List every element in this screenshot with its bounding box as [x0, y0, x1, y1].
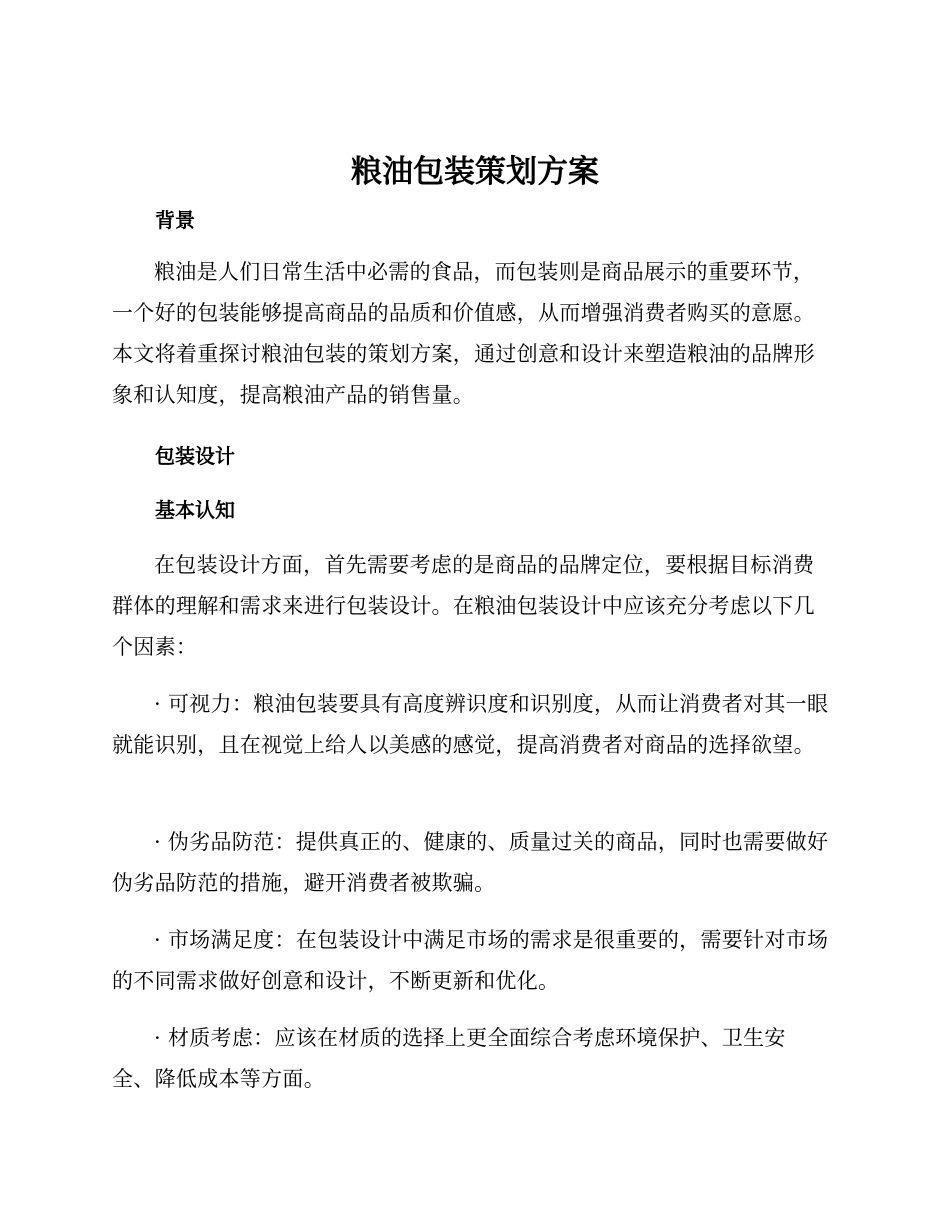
bullet-market-satisfaction: · 市场满足度：在包装设计中满足市场的需求是很重要的，需要针对市场的不同需求做好创意和设计，不断更新和优化。 — [112, 928, 829, 993]
bullet-counterfeit-prevention: · 伪劣品防范：提供真正的、健康的、质量过关的商品，同时也需要做好伪劣品防范的措施，避开消费者被欺骗。 — [112, 830, 829, 895]
document-title: 粮油包装策划方案 — [351, 154, 599, 190]
paragraph-basic-cognition: 在包装设计方面，首先需要考虑的是商品的品牌定位，要根据目标消费群体的理解和需求来进行包装设计。在粮油包装设计中应该充分考虑以下几个因素： — [112, 553, 815, 659]
bullet-material: · 材质考虑：应该在材质的选择上更全面综合考虑环境保护、卫生安全、降低成本等方面。 — [112, 1026, 786, 1091]
heading-package-design: 包装设计 — [155, 444, 235, 468]
paragraph-background: 粮油是人们日常生活中必需的食品，而包装则是商品展示的重要环节，一个好的包装能够提高商品的品质和价值感，从而增强消费者购买的意愿。本文将着重探讨粮油包装的策划方案，通过创意和设计来塑造粮油的品牌形象和认知度，提高粮油产品的销售量。 — [112, 260, 815, 407]
heading-background: 背景 — [155, 208, 195, 232]
bullet-visibility: · 可视力：粮油包装要具有高度辨识度和识别度，从而让消费者对其一眼就能识别，且在视觉上给人以美感的感觉，提高消费者对商品的选择欲望。 — [112, 692, 829, 757]
heading-basic-cognition: 基本认知 — [155, 498, 235, 522]
